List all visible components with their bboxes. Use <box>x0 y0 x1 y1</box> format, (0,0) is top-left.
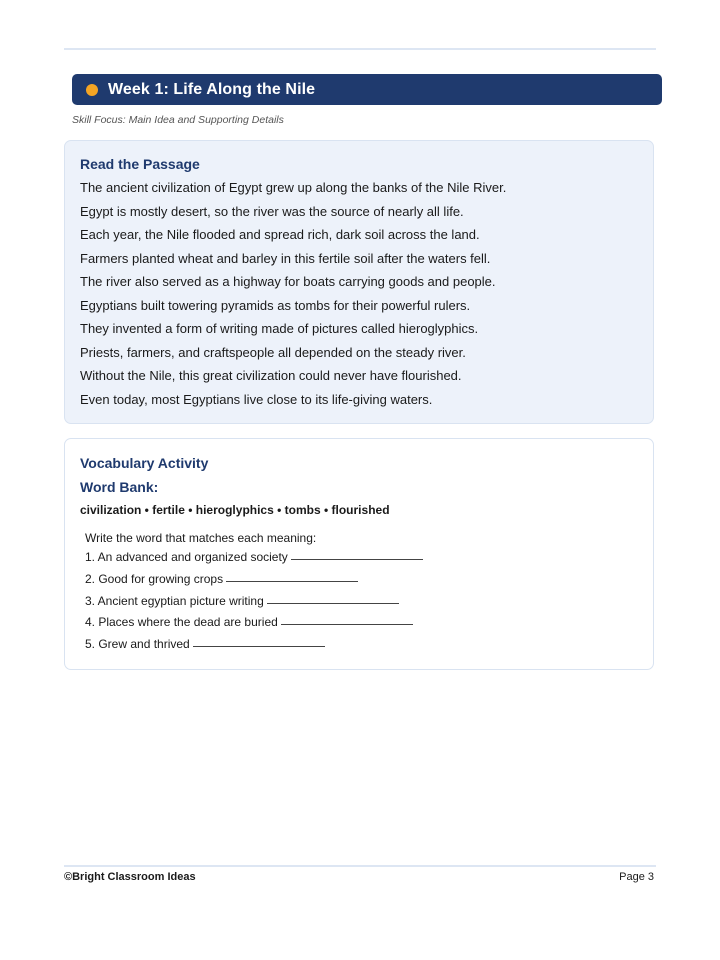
passage-line: Even today, most Egyptians live close to its life-giving waters. <box>80 391 433 407</box>
top-divider <box>64 48 656 50</box>
word-bank-title: Word Bank: <box>80 479 159 495</box>
answer-blank <box>267 602 399 604</box>
passage-line: Each year, the Nile flooded and spread rich, dark soil across the land. <box>80 227 480 242</box>
vocabulary-item <box>85 634 639 656</box>
passage-line: Egyptians built towering pyramids as tombs for their powerful rulers. <box>80 297 471 313</box>
page-number: Page 3 <box>619 871 654 883</box>
passage-line: They invented a form of writing made of pictures called hieroglyphics. <box>80 321 479 336</box>
vocabulary-heading: Vocabulary Activity <box>80 455 209 471</box>
vocabulary-item-text: 3. Ancient egyptian picture writing <box>85 593 264 608</box>
vocabulary-section <box>64 438 654 670</box>
passage-line: The river also served as a highway for boats carrying goods and people. <box>80 274 496 289</box>
vocabulary-item-text: 1. An advanced and organized society <box>85 550 288 564</box>
passage-text <box>80 176 639 411</box>
passage-line: Farmers planted wheat and barley in this fertile soil after the waters fell. <box>80 250 491 266</box>
footer-copyright: ©Bright Classroom Ideas <box>64 871 196 883</box>
page-title: Week 1: Life Along the Nile <box>108 80 316 98</box>
word-bank-words: civilization • fertile • hieroglyphics • tombs • flourished <box>80 503 390 517</box>
passage-line: Priests, farmers, and craftspeople all depended on the steady river. <box>80 344 466 360</box>
bullet-dot-icon <box>86 84 98 96</box>
passage-line: The ancient civilization of Egypt grew up along the banks of the Nile River. <box>80 180 507 195</box>
vocabulary-item-text: 4. Places where the dead are buried <box>85 615 278 630</box>
skill-focus-text: Skill Focus: Main Idea and Supporting Details <box>72 114 284 126</box>
vocabulary-item <box>85 547 639 569</box>
vocabulary-instructions: Write the word that matches each meaning: <box>85 531 317 545</box>
answer-blank <box>193 645 325 647</box>
vocabulary-item <box>85 569 639 591</box>
title-banner <box>72 74 662 105</box>
vocabulary-item-text: 2. Good for growing crops <box>85 571 224 586</box>
passage-line: Without the Nile, this great civilization could never have flourished. <box>80 368 462 383</box>
answer-blank <box>281 623 413 625</box>
vocabulary-item <box>85 591 639 613</box>
answer-blank <box>291 558 423 560</box>
passage-line: Egypt is mostly desert, so the river was the source of nearly all life. <box>80 203 464 219</box>
passage-heading: Read the Passage <box>80 156 200 172</box>
passage-section <box>64 140 654 424</box>
vocabulary-item-text: 5. Grew and thrived <box>85 637 190 652</box>
bottom-divider <box>64 865 656 867</box>
answer-blank <box>226 580 358 582</box>
vocabulary-item <box>85 612 639 634</box>
